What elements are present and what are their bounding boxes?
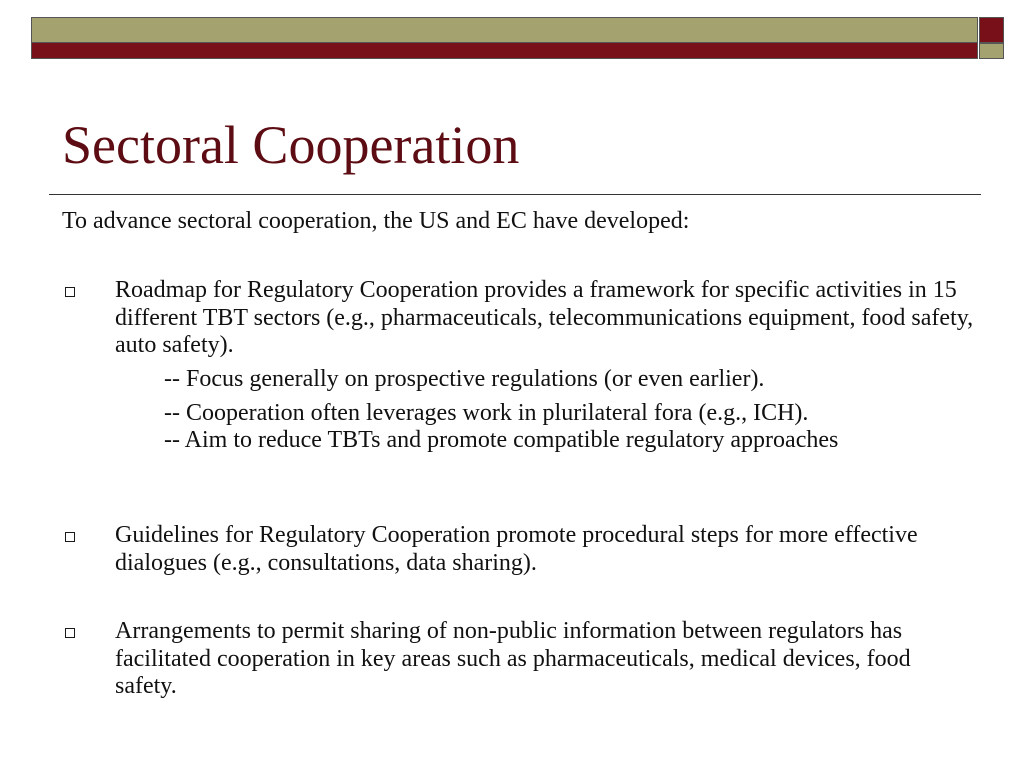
hollow-square-icon (65, 628, 75, 638)
bullet-guidelines: Guidelines for Regulatory Cooperation promote procedural steps for more effective dialogues (e.g., consultations, data sharing). (115, 522, 918, 576)
slide-title: Sectoral Cooperation (62, 115, 520, 175)
sub-bullet-aim: -- Aim to reduce TBTs and promote compatible regulatory approaches (164, 427, 839, 453)
hollow-square-icon (65, 287, 75, 297)
title-divider (49, 194, 981, 195)
sub-bullet-focus: -- Focus generally on prospective regulations (or even earlier). (164, 366, 765, 392)
intro-text: To advance sectoral cooperation, the US and EC have developed: (62, 208, 690, 234)
hollow-square-icon (65, 532, 75, 542)
bullet-roadmap: Roadmap for Regulatory Cooperation provides a framework for specific activities in 15 different TBT sectors (e.g., pharmaceuticals, telecommunications equipment, food safety, auto safety). (115, 277, 974, 358)
header-band-maroon (31, 42, 978, 59)
bullet-arrangements: Arrangements to permit sharing of non-public information between regulators has facilitated cooperation in key areas such as pharmaceuticals, medical devices, food safety. (115, 618, 911, 699)
corner-square-olive (979, 43, 1004, 59)
header-band-olive (31, 17, 978, 42)
corner-square-maroon (979, 17, 1004, 43)
sub-bullet-leverage: -- Cooperation often leverages work in plurilateral fora (e.g., ICH). (164, 400, 809, 426)
